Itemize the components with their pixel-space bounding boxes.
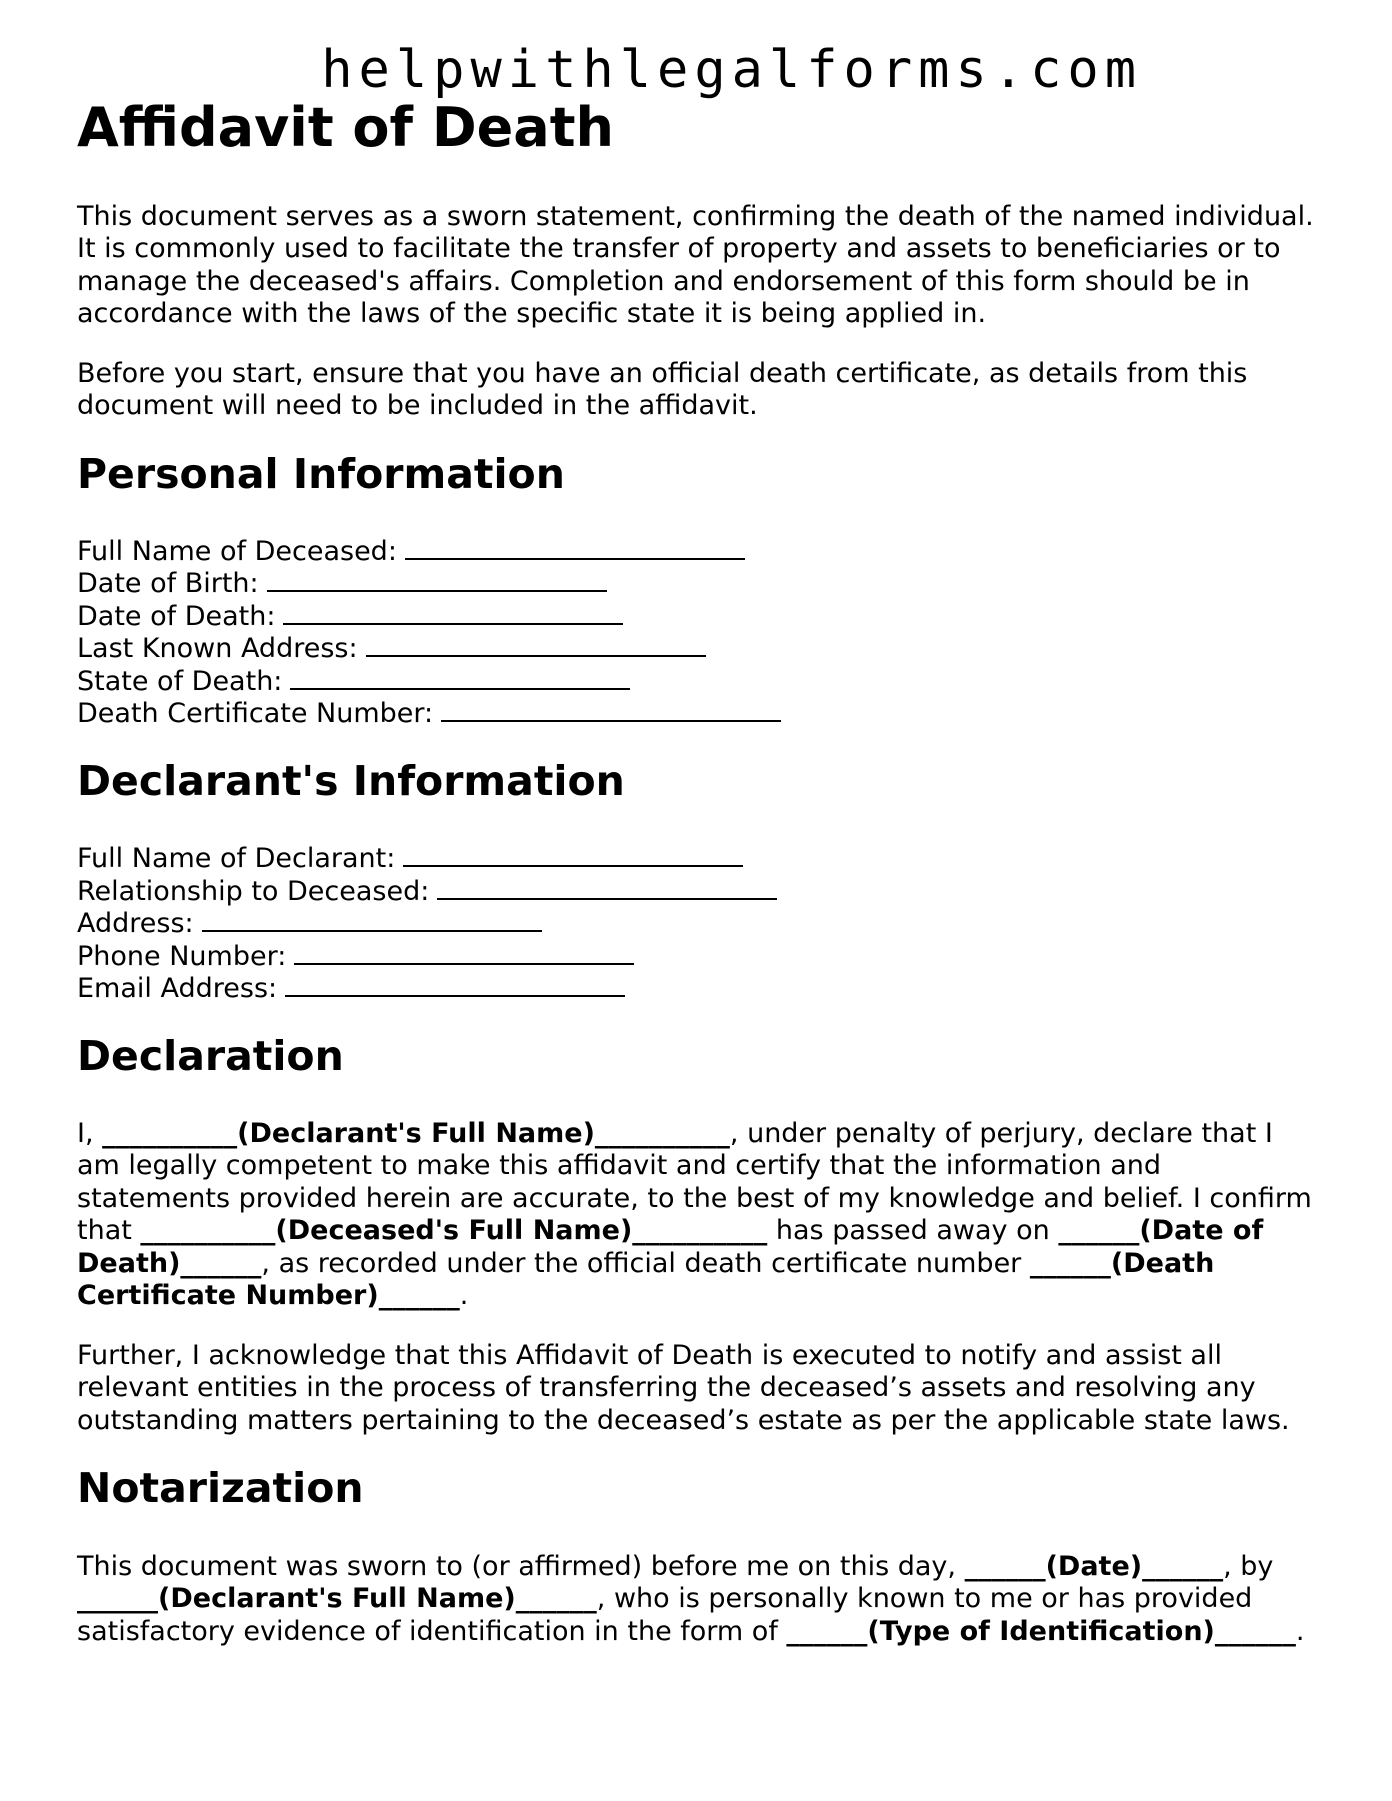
notary-date-blank[interactable]: ______(Date)______ bbox=[964, 1550, 1224, 1582]
intro-paragraph-2: Before you start, ensure that you have an official death certificate, as details from this document will need to be included in the affidavit. bbox=[77, 357, 1248, 422]
declaration-paragraph-2: Further, I acknowledge that this Affidavit of Death is executed to notify and assist all relevant entities in the process of transferring the deceased’s assets and resolving any outstanding matters pertaining to the deceased’s estate as per the applicable state laws. bbox=[77, 1339, 1290, 1436]
personal-information-heading: Personal Information bbox=[77, 449, 565, 498]
declarant-information-fields bbox=[77, 843, 1317, 1006]
notarization-heading: Notarization bbox=[77, 1464, 364, 1513]
declaration-heading: Declaration bbox=[77, 1031, 344, 1080]
notarization-paragraph bbox=[77, 1551, 1317, 1649]
death-state-field[interactable] bbox=[77, 666, 1317, 699]
declarant-information-heading: Declarant's Information bbox=[77, 756, 625, 805]
intro-paragraph-1: This document serves as a sworn statement, confirming the death of the named individual. It is commonly used to facilitate the transfer of property and assets to beneficiaries or to manage the deceased's affairs. Completion and endorsement of this form should be in accordance with the laws of the specific state it is being applied in. bbox=[77, 200, 1314, 330]
field-label: Date of Birth: bbox=[77, 568, 259, 600]
declarant-name-field[interactable] bbox=[77, 843, 1317, 876]
text-segment: I, bbox=[77, 1117, 103, 1149]
field-label: Full Name of Deceased: bbox=[77, 535, 397, 567]
phone-field[interactable] bbox=[77, 941, 1317, 974]
declarant-address-field[interactable] bbox=[77, 908, 1317, 941]
declaration-paragraph-1 bbox=[77, 1118, 1317, 1313]
document-page bbox=[77, 96, 1317, 1675]
fill-in-line[interactable] bbox=[267, 568, 607, 592]
field-label: Email Address: bbox=[77, 973, 278, 1005]
fill-in-line[interactable] bbox=[405, 536, 745, 560]
fill-in-line[interactable] bbox=[290, 666, 630, 690]
field-label: Death Certificate Number: bbox=[77, 698, 434, 730]
fill-in-line[interactable] bbox=[202, 908, 542, 932]
field-label: Last Known Address: bbox=[77, 633, 358, 665]
text-segment: , under penalty of perjury, declare that I am legally competent to make this affidavit and certify that the information and statements provided herein are accurate, to the best of my knowledge and belief. I confirm that bbox=[77, 1117, 1312, 1247]
text-segment: . bbox=[459, 1280, 469, 1312]
deceased-name-blank[interactable]: __________(Deceased's Full Name)__________ bbox=[140, 1215, 768, 1247]
document-title: Affidavit of Death bbox=[77, 96, 614, 159]
declaration-section bbox=[77, 1118, 1317, 1438]
fill-in-line[interactable] bbox=[437, 876, 777, 900]
relationship-field[interactable] bbox=[77, 876, 1317, 909]
last-address-field[interactable] bbox=[77, 633, 1317, 666]
declarant-name-blank[interactable]: __________(Declarant's Full Name)__________ bbox=[102, 1117, 730, 1149]
fill-in-line[interactable] bbox=[366, 633, 706, 657]
intro-section bbox=[77, 201, 1317, 423]
text-segment: This document was sworn to (or affirmed) before me on this day, bbox=[77, 1550, 965, 1582]
death-date-field[interactable] bbox=[77, 601, 1317, 634]
notary-declarant-name-blank[interactable]: ______(Declarant's Full Name)______ bbox=[77, 1583, 597, 1615]
certificate-number-field[interactable] bbox=[77, 698, 1317, 731]
personal-information-fields bbox=[77, 536, 1317, 731]
site-watermark: helpwithlegalforms.com bbox=[321, 40, 1142, 100]
field-label: Date of Death: bbox=[77, 600, 276, 632]
text-segment: , as recorded under the official death certificate number bbox=[261, 1247, 1030, 1279]
fill-in-line[interactable] bbox=[441, 698, 781, 722]
fill-in-line[interactable] bbox=[283, 601, 623, 625]
fill-in-line[interactable] bbox=[294, 941, 634, 965]
death-date-blank[interactable]: ______(Date of Death)______ bbox=[77, 1215, 1264, 1279]
field-label: Phone Number: bbox=[77, 940, 287, 972]
email-field[interactable] bbox=[77, 973, 1317, 1006]
birth-date-field[interactable] bbox=[77, 568, 1317, 601]
field-label: Full Name of Declarant: bbox=[77, 843, 396, 875]
text-segment: , who is personally known to me or has provided satisfactory evidence of identification in the form of bbox=[77, 1583, 1253, 1647]
identification-type-blank[interactable]: ______(Type of Identification)______ bbox=[786, 1615, 1296, 1647]
fill-in-line[interactable] bbox=[403, 843, 743, 867]
notarization-section bbox=[77, 1551, 1317, 1649]
certificate-number-blank[interactable]: ______(Death Certificate Number)______ bbox=[77, 1247, 1215, 1312]
text-segment: has passed away on bbox=[767, 1215, 1059, 1247]
text-segment: . bbox=[1295, 1615, 1305, 1647]
field-label: Address: bbox=[77, 908, 194, 940]
deceased-name-field[interactable] bbox=[77, 536, 1317, 569]
field-label: State of Death: bbox=[77, 665, 283, 697]
field-label: Relationship to Deceased: bbox=[77, 875, 430, 907]
text-segment: , by bbox=[1223, 1550, 1274, 1582]
fill-in-line[interactable] bbox=[285, 973, 625, 997]
